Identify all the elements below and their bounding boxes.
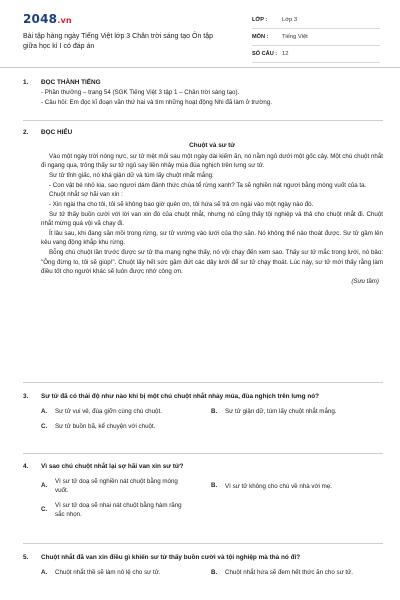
option-letter: B. [211, 568, 218, 576]
question-3 [23, 392, 383, 436]
text-line: - Phần thưởng – trang 54 (SGK Tiếng Việt 3 tập 1 – Chân trời sáng tạo). [41, 88, 240, 96]
meta-row-count [252, 46, 380, 63]
answer-option-b[interactable] [211, 568, 381, 578]
answer-options [23, 568, 383, 583]
meta-table [252, 12, 380, 63]
answer-option-b[interactable] [211, 407, 381, 417]
section-number: 1. [23, 79, 29, 86]
option-letter: A. [41, 568, 48, 576]
option-text: Sư tử giận dữ, túm lấy chuột nhắt mắng. [225, 408, 337, 416]
question-number: 4. [23, 463, 29, 470]
meta-value: Tiếng Việt [282, 33, 308, 40]
option-letter: B. [211, 482, 218, 490]
question-text: Chuột nhắt đã van xin điều gì khiến sư tử thấy buồn cười và tội nghiệp mà thả nó đi? [41, 554, 301, 561]
answer-option-a[interactable] [41, 477, 211, 496]
section-reading-comprehension [23, 128, 383, 286]
text-line: - Câu hỏi: Em đọc kĩ đoạn văn thứ hai và tìm những hoạt động Nhi đã làm ở trường. [41, 98, 273, 106]
section-reading-aloud [23, 78, 383, 107]
option-text: Chuột nhắt hứa sẽ đem hết thức ăn cho sư tử. [225, 569, 354, 577]
answer-option-a[interactable] [41, 407, 211, 417]
story-source: (Sưu tầm) [351, 277, 379, 285]
option-letter: A. [41, 407, 48, 415]
section-number: 2. [23, 129, 29, 136]
option-text: Sư tử vui vẻ, đùa giỡn cùng chú chuột. [55, 408, 162, 416]
question-4 [23, 462, 383, 524]
meta-key: MÔN : [252, 33, 269, 40]
option-text: Vì sư tử doạ sẽ nhai nát chuột bằng hàm răng sắc nhọn. [55, 501, 182, 518]
section-body [23, 88, 383, 107]
question-text: Sư tử đã có thái độ như nào khi bị một chú chuột nhắt nhảy múa, đùa nghịch trên lưng nó? [41, 393, 320, 400]
option-letter: C. [41, 422, 48, 430]
meta-key: SỐ CÂU : [252, 50, 278, 57]
option-text: Sư tử buồn bã, kể chuyện với chuột. [55, 422, 156, 430]
option-letter: C. [41, 506, 48, 513]
site-logo[interactable] [23, 10, 72, 29]
option-text: Vì sư tử không cho chú về nhà với mẹ. [225, 482, 332, 490]
story-paragraph: Sư tử thấy buồn cười với lời van xin đó của chuột nhắt, nhưng nó cũng thấy tội nghiệp và thả cho chuột nhắt đi. Chuột nhắt mừng quá vội vã chạy đi. [41, 210, 383, 228]
story-paragraph: Bỗng chú chuột lần trước được sư tử tha mạng nghe thấy, nó vội chạy đến xem sao. Thấy sư tử mắc trong lưới, nó bảo: "Ông đừng lo, tôi sẽ giúp!". Chuột lấy hết sức gặm đứt các dây lưới để sư tử chạy thoát. Lúc này, sư tử mới thấy rằng làm điều tốt cho người khác sẽ luôn được nhớ công ơn. [41, 248, 383, 276]
divider [23, 453, 383, 454]
divider [23, 382, 383, 383]
question-number: 3. [23, 393, 29, 400]
option-letter: B. [211, 407, 218, 415]
section-heading [23, 78, 383, 88]
meta-key: LỚP : [252, 16, 268, 23]
story-paragraph: Sư tử tỉnh giấc, nó khá giận dữ và túm lấy chuột nhắt mắng: [49, 172, 214, 180]
question-5 [23, 553, 383, 583]
question-heading [23, 553, 383, 563]
story-paragraph: - Xin ngài tha cho tôi, tôi sẽ không bao giờ quên ơn, tôi hứa sẽ trả ơn ngài vào một ngày nào đó. [49, 200, 314, 208]
answer-option-b[interactable] [211, 477, 381, 496]
story-paragraph: Vào một ngày trời nóng nực, sư tử mệt mỏi sau một ngày dài kiếm ăn, nó nằm ngủ dưới một gốc cây. Một chú chuột nhắt đi ngang qua, trông thấy sư tử ngủ say liền nhảy múa đùa nghịch trên lưng sư tử. [41, 152, 383, 170]
answer-option-c[interactable] [41, 422, 211, 432]
meta-value: Lớp 3 [282, 16, 298, 23]
logo-suffix: .vn [57, 16, 72, 25]
answer-options [23, 477, 383, 524]
meta-value: 12 [282, 50, 289, 57]
divider [23, 543, 383, 544]
answer-option-c[interactable] [41, 501, 211, 520]
question-heading [23, 462, 383, 472]
page-header [0, 0, 400, 68]
section-title: ĐỌC THÀNH TIẾNG [41, 79, 101, 86]
answer-options [23, 407, 383, 436]
option-text: Vì sư tử doạ sẽ nghiền nát chuột bằng móng vuốt. [55, 477, 178, 495]
section-heading [23, 128, 383, 138]
section-body [23, 141, 383, 286]
section-title: ĐỌC HIỂU [41, 129, 73, 136]
divider [23, 120, 383, 121]
question-heading [23, 392, 383, 402]
option-letter: A. [41, 482, 48, 490]
answer-option-a[interactable] [41, 568, 211, 578]
story-paragraph: Ít lâu sau, khi đang săn mồi trong rừng, sư tử vướng vào lưới của thợ săn. Nó không thể nào thoát được. Sư tử gầm lên kêu vang động khắp khu rừng. [41, 229, 383, 247]
logo-text: 2048 [23, 12, 58, 26]
question-text: Vì sao chú chuột nhắt lại sợ hãi van xin sư tử? [41, 463, 184, 470]
story-paragraph: Chuột nhắt sợ hãi van xin : [49, 191, 123, 199]
document-title: Bài tập hàng ngày Tiếng Việt lớp 3 Chân trời sáng tạo Ôn tập giữa học kì I có đáp án [23, 33, 214, 51]
meta-row-grade [252, 12, 380, 29]
option-text: Chuột nhắt thề sẽ làm nô lệ cho sư tử. [55, 569, 161, 577]
meta-row-subject [252, 29, 380, 46]
story-title: Chuột và sư tử [189, 141, 235, 149]
story-paragraph: - Con vật bé nhỏ kia, sao ngươi dám đánh thức chúa tể rừng xanh? Ta sẽ nghiền nát ngươi bằng móng vuốt của ta. [49, 181, 367, 189]
question-number: 5. [23, 554, 29, 561]
